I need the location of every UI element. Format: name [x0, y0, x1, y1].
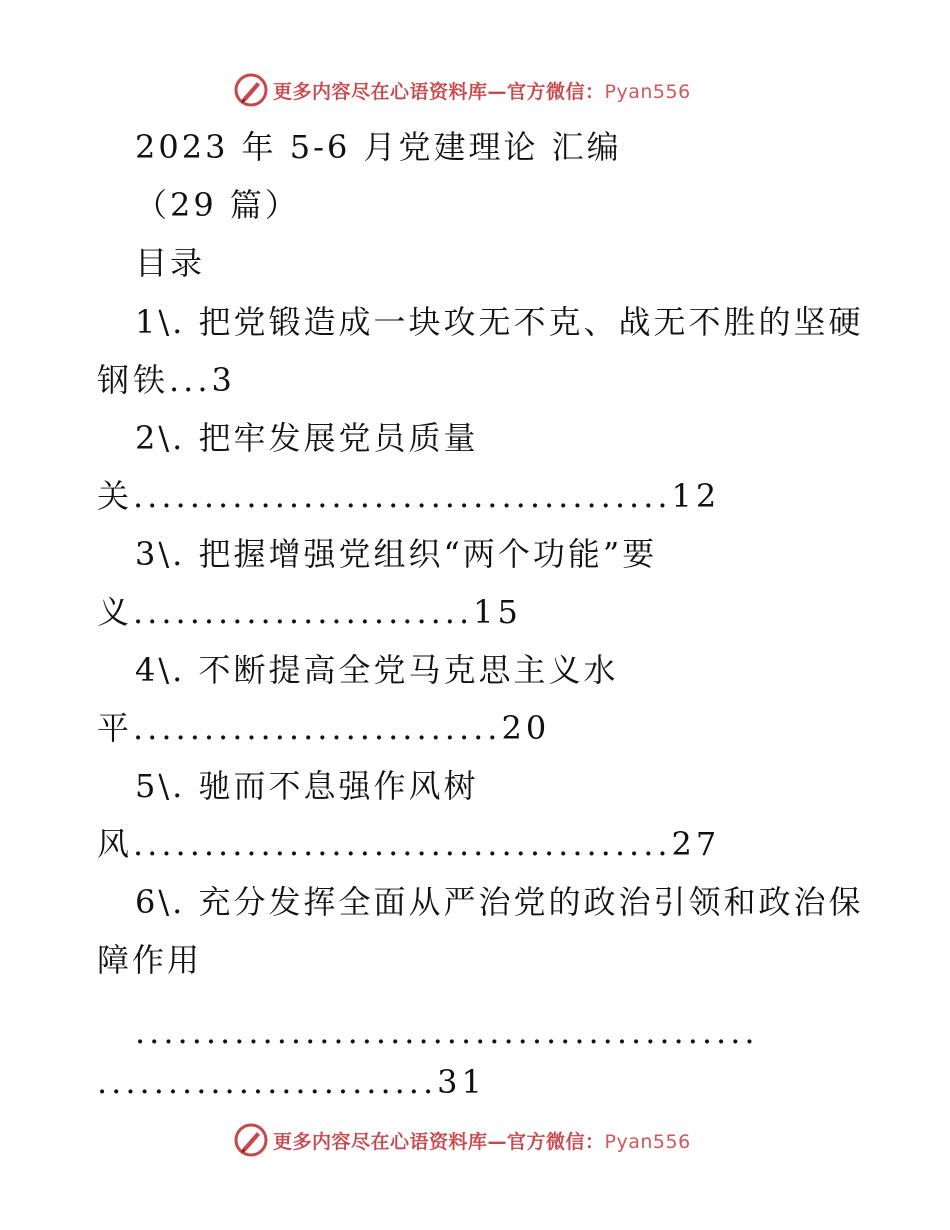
watermark-text: 更多内容尽在心语资料库—官方微信：Pyan556 — [273, 80, 691, 103]
toc-entry-4-page: 平..........................20 — [97, 709, 551, 747]
toc-entry-3-title: 3\. 把握增强党组织“两个功能”要 — [135, 535, 658, 573]
toc-entry-2-title: 2\. 把牢发展党员质量 — [135, 419, 479, 457]
toc-entry-6-leader: ............................................ — [135, 1013, 759, 1051]
pen-logo-icon — [233, 1122, 269, 1158]
pen-logo-icon — [233, 72, 269, 108]
toc-entry-6-title-cont: 障作用 — [97, 941, 203, 979]
toc-entry-3-page: 义........................15 — [97, 593, 522, 631]
watermark-header — [233, 70, 733, 110]
toc-entry-1-page: 钢铁...3 — [97, 361, 236, 399]
toc-entry-5-title: 5\. 驰而不息强作风树 — [135, 767, 479, 805]
toc-heading: 目录 — [135, 244, 206, 282]
toc-entry-6-title: 6\. 充分发挥全面从严治党的政治引领和政治保 — [135, 883, 864, 921]
toc-entry-6-page: ........................31 — [97, 1063, 486, 1101]
document-title: 2023 年 5-6 月党建理论 汇编 — [135, 128, 622, 166]
watermark-footer — [233, 1120, 733, 1160]
toc-entry-1-title: 1\. 把党锻造成一块攻无不克、战无不胜的坚硬 — [135, 303, 864, 341]
watermark-text: 更多内容尽在心语资料库—官方微信：Pyan556 — [273, 1130, 691, 1153]
toc-entry-4-title: 4\. 不断提高全党马克思主义水 — [135, 651, 619, 689]
document-subtitle: （29 篇） — [135, 186, 300, 224]
toc-entry-5-page: 风......................................27 — [97, 825, 721, 863]
toc-entry-2-page: 关......................................12 — [97, 477, 721, 515]
